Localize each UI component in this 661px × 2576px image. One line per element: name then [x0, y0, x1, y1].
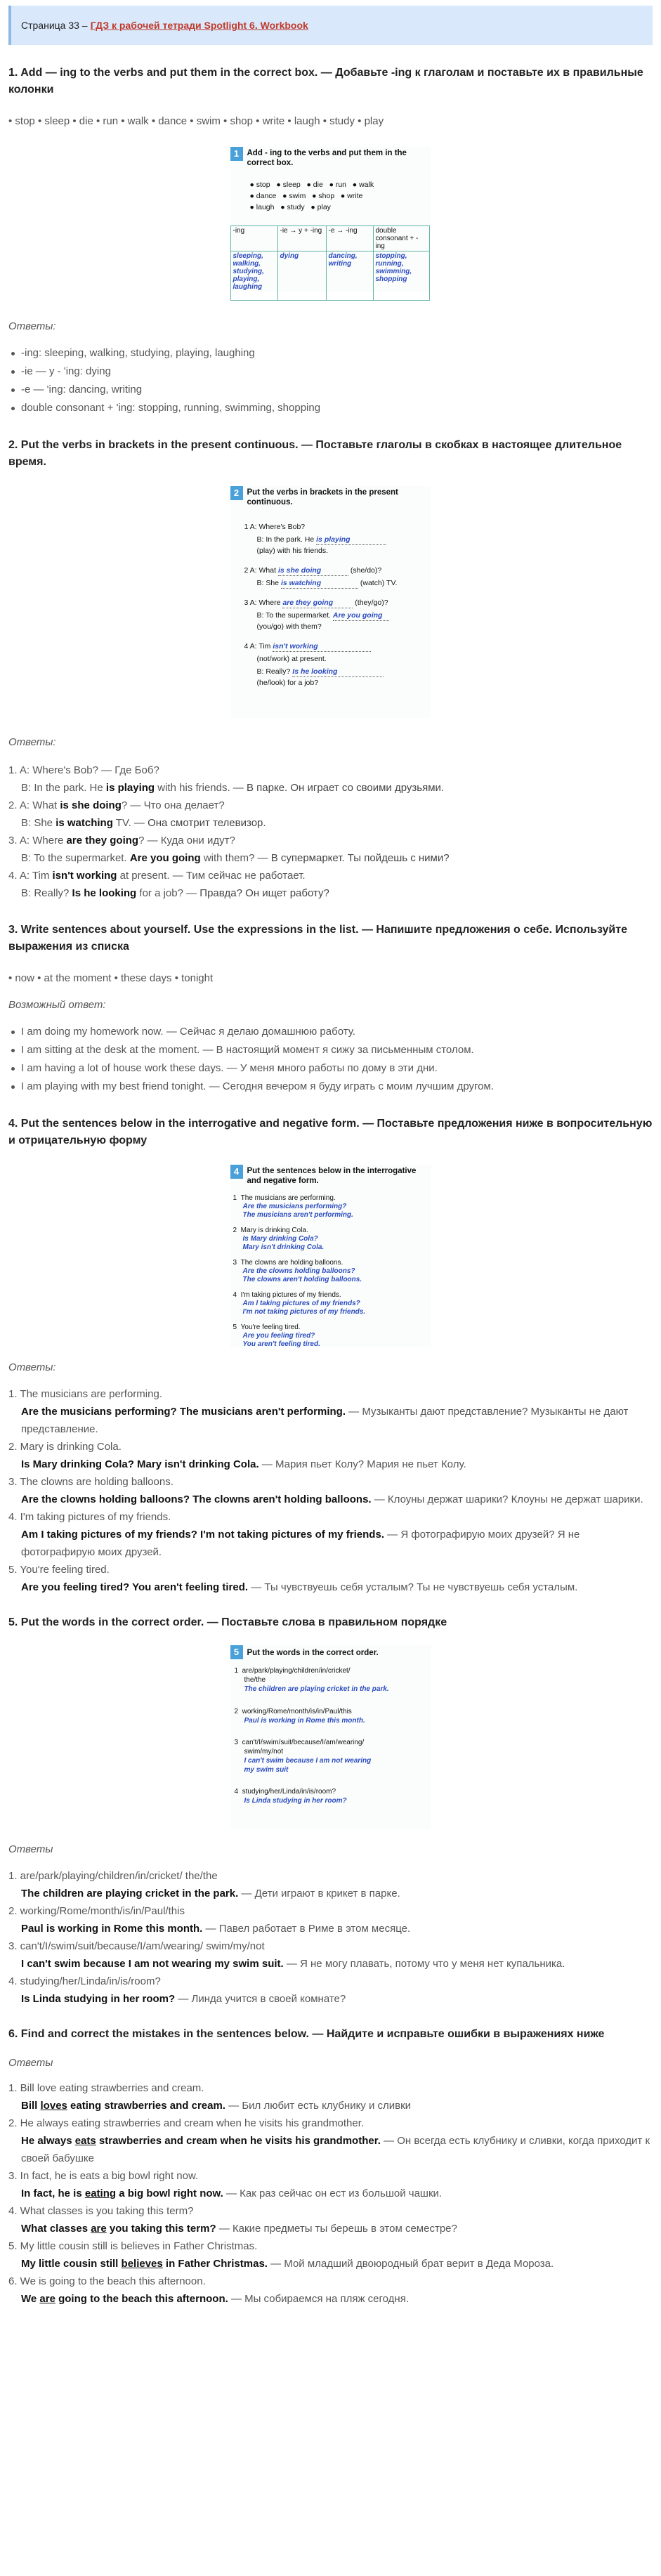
list-item: double consonant + 'ing: stopping, running, swimming, shopping	[21, 399, 653, 417]
exercise-1-title: 1. Add — ing to the verbs and put them in the correct box. — Добавьте -ing к глаголам и поставьте их в правильные колонки	[8, 67, 643, 96]
exercise-4-title: 4. Put the sentences below in the interrogative and negative form. — Поставьте предложения ниже в вопросительную и отрицательную форму	[8, 1118, 653, 1146]
list-item: What classes are you taking this term? — Какие предметы ты берешь в этом семестре?	[21, 2223, 457, 2235]
exercise-3-words: • now • at the moment • these days • tonight	[8, 972, 214, 984]
list-item: Is Linda studying in her room? — Линда учится в своей комнате?	[21, 1993, 346, 2005]
list-item: 2. He always eating strawberries and cream when he visits his grandmother.	[8, 2117, 365, 2129]
list-item: Are the clowns holding balloons? The clowns aren't holding balloons. — Клоуны держат шарики? Клоуны не держат шарики.	[21, 1493, 643, 1505]
list-item: -ing: sleeping, walking, studying, playing, laughing	[21, 344, 653, 362]
exercise-badge: 1	[230, 147, 243, 161]
list-item: 2. A: What is she doing? — Что она делает?	[8, 799, 225, 811]
list-item: 4. A: Tim isn't working at present. — Тим сейчас не работает.	[8, 870, 306, 882]
workbook-link[interactable]: ГДЗ к рабочей тетради Spotlight 6. Workbook	[90, 20, 308, 31]
list-item: Are the musicians performing? The musicians aren't performing. — Музыканты дают представление? Музыканты не дают представление.	[21, 1406, 629, 1435]
list-item: 1. Bill love eating strawberries and cream.	[8, 2082, 204, 2094]
exercise-6-answers	[8, 2079, 653, 2308]
list-item: 3. The clowns are holding balloons.	[8, 1476, 174, 1488]
list-item: 4. What classes is you taking this term?	[8, 2205, 194, 2217]
exercise-2-title: 2. Put the verbs in brackets in the present continuous. — Поставьте глаголы в скобках в настоящее длительное время.	[8, 439, 622, 468]
breadcrumb	[8, 6, 653, 45]
exercise-1-answers	[8, 344, 653, 417]
list-item: 3. can't/I/swim/suit/because/I/am/wearing/ swim/my/not	[8, 1940, 265, 1952]
list-item: 1. The musicians are performing.	[8, 1388, 162, 1400]
exercise-2-answers	[8, 761, 653, 902]
list-item: 2. Mary is drinking Cola.	[8, 1441, 122, 1453]
list-item: 2. working/Rome/month/is/in/Paul/this	[8, 1905, 185, 1917]
answers-label: Ответы	[8, 2057, 53, 2069]
list-item: 1. A: Where's Bob? — Где Боб?	[8, 764, 159, 776]
list-item: We are going to the beach this afternoon. — Мы собираемся на пляж сегодня.	[21, 2293, 409, 2305]
answers-label: Ответы:	[8, 736, 56, 748]
exercise-4-answers	[8, 1385, 653, 1596]
answers-label: Ответы	[8, 1843, 53, 1855]
list-item: Bill loves eating strawberries and cream. — Бил любит есть клубнику и сливки	[21, 2100, 412, 2112]
list-item: 3. A: Where are they going? — Куда они идут?	[8, 835, 235, 846]
list-item: B: In the park. He is playing with his friends. — В парке. Он играет со своими друзьями.	[21, 782, 445, 794]
list-item: 3. In fact, he is eats a big bowl right now.	[8, 2170, 199, 2182]
exercise-2-image: 2 Put the verbs in brackets in the present continuous. 1 A: Where's Bob? B: In the park. He is playing (play) with his friends. 2 A: What is she doing (she/do)? B: She is watching (watch) TV. 3 A: Where are they going (they/go)? B: To the supermarket. Are you going (you/go) with them? 4 A: Tim isn't working (not/work) at present. B: Really? Is he looking (he/look) for a job?	[8, 471, 653, 735]
list-item: -e — 'ing: dancing, writing	[21, 381, 653, 399]
list-item: Am I taking pictures of my friends? I'm not taking pictures of my friends. — Я фотографирую моих друзей? Я не фотографирую моих друзей.	[21, 1529, 580, 1558]
list-item: Paul is working in Rome this month. — Павел работает в Риме в этом месяце.	[21, 1923, 411, 1935]
exercise-5-title: 5. Put the words in the correct order. — Поставьте слова в правильном порядке	[8, 1616, 447, 1628]
list-item: 4. I'm taking pictures of my friends.	[8, 1511, 171, 1523]
list-item: 4. studying/her/Linda/in/is/room?	[8, 1975, 161, 1987]
exercise-4-image: 4 Put the sentences below in the interrogative and negative form. 1 The musicians are performing. Are the musicians performing? The musicians aren't performing. 2 Mary is drinking Cola. Is Mary drinking Cola? Mary isn't drinking Cola. 3 The clowns are holding balloons. Are the clowns holding balloons? The clowns aren't holding balloons. 4 I'm taking pictures of my friends. Am I taking pictures of my friends? I'm not taking pictures of my friends. 5 You're feeling tired. Are you feeling tired? You aren't feeling tired.	[8, 1149, 653, 1360]
list-item: B: To the supermarket. Are you going with them? — В супермаркет. Ты пойдешь с ними?	[21, 852, 450, 864]
list-item: The children are playing cricket in the park. — Дети играют в крикет в парке.	[21, 1888, 400, 1900]
list-item: B: Really? Is he looking for a job? — Правда? Он ищет работу?	[21, 887, 329, 899]
page-label: Страница 33 –	[21, 20, 88, 31]
exercise-6-title: 6. Find and correct the mistakes in the sentences below. — Найдите и исправьте ошибки в выражениях ниже	[8, 2028, 605, 2040]
list-item: Are you feeling tired? You aren't feeling tired. — Ты чувствуешь себя усталым? Ты не чувствуешь себя усталым.	[21, 1581, 578, 1593]
image-title: Add - ing to the verbs and put them in the correct box.	[247, 149, 407, 167]
exercise-1-words: • stop • sleep • die • run • walk • dance • swim • shop • write • laugh • study • play	[8, 115, 384, 127]
list-item: My little cousin still believes in Father Christmas. — Мой младший двоюродный брат верит в Деда Мороза.	[21, 2258, 554, 2270]
list-item: 5. My little cousin still is believes in Father Christmas.	[8, 2240, 258, 2252]
exercise-5-image: 5 Put the words in the correct order. 1 are/park/playing/children/in/cricket/ the/the The children are playing cricket in the park. 2 working/Rome/month/is/in/Paul/this Paul is working in Rome this month. 3 can't/I/swim/suit/because/I/am/wearing/ swim/my/not I can't swim because I am not wearing my swim suit 4 studying/her/Linda/in/is/room? Is Linda studying in her room?	[8, 1631, 653, 1842]
list-item: -ie — y - 'ing: dying	[21, 362, 653, 381]
exercise-1-image: 1 Add - ing to the verbs and put them in the correct box. ● stop ● sleep ● die ● run ● walk ● dance ● swim ● shop ● write ● laugh ● study ● play -ing -ie → y + -ing -e → -ing double consonant + -ing sleeping, walking, studying, playing, laughing dying dancing, writing stopping, running, swimming, shopping	[8, 129, 653, 306]
answers-label: Ответы:	[8, 1361, 56, 1373]
list-item: Is Mary drinking Cola? Mary isn't drinking Cola. — Мария пьет Колу? Мария не пьет Колу.	[21, 1458, 466, 1470]
list-item: He always eats strawberries and cream when he visits his grandmother. — Он всегда есть клубнику и сливки, когда приходит к своей бабушке	[21, 2135, 650, 2164]
list-item: B: She is watching TV. — Она смотрит телевизор.	[21, 817, 266, 829]
verb-table: -ing -ie → y + -ing -e → -ing double consonant + -ing sleeping, walking, studying, playing, laughing dying dancing, writing stopping, running, swimming, shopping	[230, 225, 430, 301]
list-item: I am playing with my best friend tonight. — Сегодня вечером я буду играть с моим лучшим другом.	[21, 1078, 653, 1096]
list-item: I am doing my homework now. — Сейчас я делаю домашнюю работу.	[21, 1023, 653, 1041]
list-item: 6. We is going to the beach this afternoon.	[8, 2275, 206, 2287]
exercise-5-answers	[8, 1867, 653, 2008]
list-item: 5. You're feeling tired.	[8, 1564, 110, 1576]
list-item: I can't swim because I am not wearing my swim suit. — Я не могу плавать, потому что у меня нет купальника.	[21, 1958, 565, 1970]
list-item: In fact, he is eating a big bowl right now. — Как раз сейчас он ест из большой чашки.	[21, 2188, 443, 2199]
answers-label: Возможный ответ:	[8, 999, 106, 1011]
list-item: 1. are/park/playing/children/in/cricket/ the/the	[8, 1870, 218, 1882]
exercise-3-answers	[8, 1023, 653, 1096]
list-item: I am sitting at the desk at the moment. — В настоящий момент я сижу за письменным столом.	[21, 1041, 653, 1059]
exercise-3-title: 3. Write sentences about yourself. Use the expressions in the list. — Напишите предложения о себе. Используйте выражения из списка	[8, 924, 627, 953]
list-item: I am having a lot of house work these days. — У меня много работы по дому в эти дни.	[21, 1059, 653, 1078]
answers-label: Ответы:	[8, 320, 56, 332]
